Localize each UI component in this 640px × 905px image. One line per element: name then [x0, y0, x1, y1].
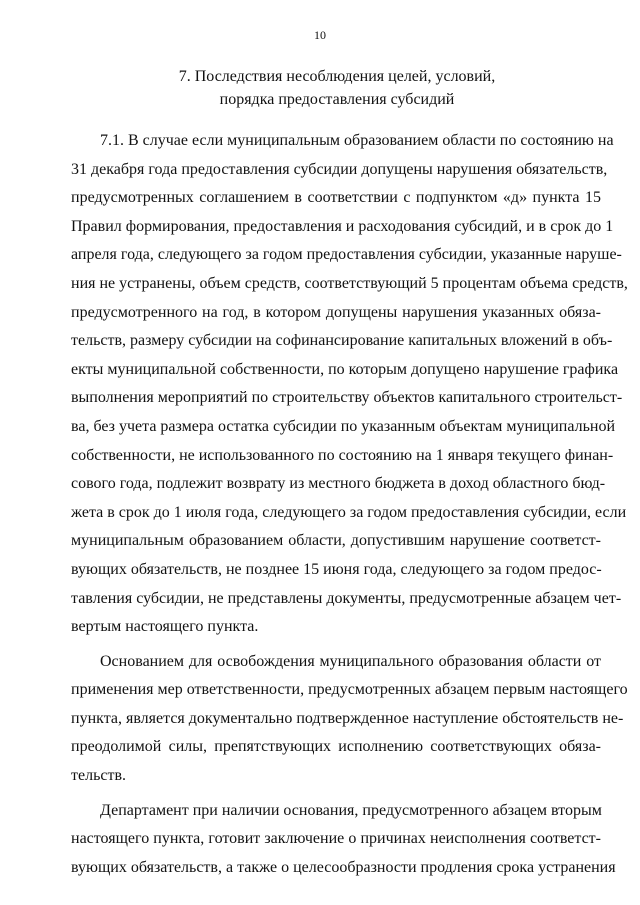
paragraph [71, 127, 628, 642]
paragraph-line: тавления субсидии, не представлены документы, предусмотренные абзацем чет- [71, 589, 622, 607]
paragraph-line: Правил формирования, предоставления и расходования субсидий, и в срок до 1 [71, 217, 614, 235]
paragraph [71, 648, 628, 791]
paragraph-line: сового года, подлежит возврату из местного бюджета в доход областного бюд- [71, 475, 606, 493]
paragraph-line: тельств, размеру субсидии на софинансирование капитальных вложений в объ- [71, 332, 613, 350]
paragraph-line: екты муниципальной собственности, по которым допущено нарушение графика [71, 360, 619, 378]
paragraph [71, 797, 616, 883]
paragraph-line: предусмотренного на год, в котором допущены нарушения указанных обяза- [71, 303, 601, 321]
paragraph-line: ния не устранены, объем средств, соответствующий 5 процентам объема средств, [71, 274, 628, 292]
paragraph-line: вующих обязательств, а также о целесообразности продления срока устранения [71, 858, 616, 876]
paragraph-line: вертым настоящего пункта. [71, 618, 259, 636]
paragraph-line: применения мер ответственности, предусмотренных абзацем первым настоящего [71, 681, 628, 699]
section-title-line: 7. Последствия несоблюдения целей, условий, [178, 68, 496, 85]
paragraph-line: выполнения мероприятий по строительству объектов капитального строительст- [71, 389, 623, 407]
paragraph-line: жета в срок до 1 июля года, следующего за годом предоставления субсидии, если [71, 503, 627, 521]
paragraph-line: муниципальным образованием области, допустившим нарушение соответст- [71, 532, 601, 550]
document-body [71, 127, 628, 882]
paragraph-line: 7.1. В случае если муниципальным образованием области по состоянию на [100, 132, 614, 149]
paragraph-line: апреля года, следующего за годом предоставления субсидии, указанные наруше- [71, 246, 622, 264]
section-title-line: порядка предоставления субсидий [219, 91, 455, 108]
section-title [0, 65, 640, 111]
paragraph-line: вующих обязательств, не позднее 15 июня года, следующего за годом предос- [71, 560, 602, 578]
paragraph-line: 31 декабря года предоставления субсидии допущены нарушения обязательств, [71, 160, 608, 178]
paragraph-line: собственности, не использованного по состоянию на 1 января текущего финан- [71, 446, 614, 464]
page-number: 10 [314, 28, 326, 42]
paragraph-line: преодолимой силы, препятствующих исполнению соответствующих обяза- [71, 738, 601, 756]
paragraph-line: ва, без учета размера остатка субсидии по указанным объектам муниципальной [71, 417, 615, 435]
paragraph-line: Департамент при наличии основания, предусмотренного абзацем вторым [100, 801, 602, 819]
paragraph-line: Основанием для освобождения муниципального образования области от [100, 652, 601, 670]
paragraph-line: настоящего пункта, готовит заключение о причинах неисполнения соответст- [71, 830, 601, 848]
paragraph-line: тельств. [71, 767, 127, 785]
paragraph-line: пункта, является документально подтвержденное наступление обстоятельств не- [71, 709, 624, 727]
paragraph-line: предусмотренных соглашением в соответствии с подпунктом «д» пункта 15 [71, 189, 601, 207]
